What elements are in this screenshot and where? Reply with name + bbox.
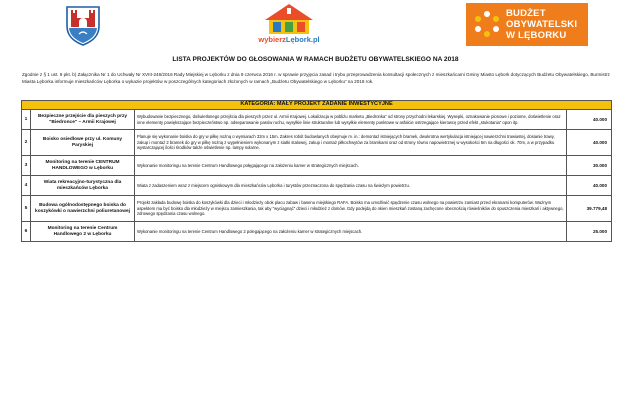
wybierz-lebork-logo xyxy=(243,2,335,46)
project-name: Boisko osiedlowe przy ul. Komuny Paryskiej xyxy=(31,130,135,156)
project-name: Monitoring na terenie Centrum Handlowego 2 w Lęborku xyxy=(31,222,135,242)
project-description: Projekt zakłada budowę boiska do koszykówki dla dzieci i młodzieży obok placu zabaw i basenu miejskiego RAFA. Boisko ma umożliwić spędzenie czasu wolnego na powietrzu zamiast przed ekranami komputerów. Ważnym aspektem ma być boisko dla młodzieży w miejscu zamieszkania, tak aby "wyciągnąć" dzieci i młodzież z domów. Gdy podejdą do okien mieszkań zostaną zachęcone obecnością rówieśników do opuszczenia mieszkań i aktywnego, zdrowego spędzania czasu wolnego. xyxy=(135,196,567,222)
project-description: Wybudowanie bezpiecznego, doświetlonego przejścia dla pieszych przez ul. Armii Krajowej. Lokalizacja w pobliżu marketu „Biedronka” od strony przychodni lekarskiej. Wysepki, oznakowanie pionowe i poziome, doświetlenie oraz inne elementy powiększające bezpieczeństwo np. odseparowanie pasów ruchu, wysyłkie linie strukturalne lub wysyłkie elementy punktowe w asfalcie ostrzegające kierowcę przed efekt „stukotania” opon itp. xyxy=(135,110,567,130)
category-label: KATEGORIA: MAŁY PROJEKT ZADANIE INWESTYCYJNE xyxy=(22,101,612,110)
logo-line-2: OBYWATELSKI xyxy=(506,19,578,30)
project-name: Budowa ogólnodostępnego boiska do koszykówki o nawierzchni poliuretanowej xyxy=(31,196,135,222)
project-amount: 30.000 xyxy=(567,156,612,176)
table-row xyxy=(22,110,612,130)
project-name: Bezpieczne przejście dla pieszych przy "Biedronce" – Armii Krajowej xyxy=(31,110,135,130)
project-amount: 40.000 xyxy=(567,130,612,156)
table-row xyxy=(22,130,612,156)
logo-line-3: W LĘBORKU xyxy=(506,30,567,41)
document-title: LISTA PROJEKTÓW DO GŁOSOWANIA W RAMACH BUDŻETU OBYWATELSKIEGO NA 2018 xyxy=(172,56,459,63)
category-row xyxy=(22,101,612,110)
table-row xyxy=(22,196,612,222)
header xyxy=(0,0,631,52)
project-name: Wiata rekreacyjno-turystyczna dla mieszkańców Lęborka xyxy=(31,176,135,196)
row-number: 4 xyxy=(22,176,31,196)
row-number: 1 xyxy=(22,110,31,130)
project-description: Wykonanie monitoringu na terenie Centrum Handlowego 2 polegającego na założeniu kamer w strategicznych miejscach. xyxy=(135,222,567,242)
row-number: 3 xyxy=(22,156,31,176)
project-description: Wiata z zadaszeniem wraz z miejscem ogniskowym dla mieszkańców Lęborka i turystów przeznaczona do spędzania czasu na świeżym powietrzu. xyxy=(135,176,567,196)
row-number: 2 xyxy=(22,130,31,156)
budzet-obywatelski-logo xyxy=(466,3,588,46)
projects-table xyxy=(21,100,612,242)
project-description: Wykonanie monitoringu na terenie Centrum Handlowego połęgającego na założeniu kamer w strategicznych miejscach. xyxy=(135,156,567,176)
table-row xyxy=(22,222,612,242)
city-crest-logo xyxy=(64,4,102,46)
intro-paragraph: Zgodnie z § 1 ust. 9 pkt. b) Załącznika Nr 1 do Uchwały Nr XVIII-246/2016 Rady Miejskiej w Lęborku z dnia 9 czerwca 2016 r. w sprawie przyjęcia zasad i trybu przeprowadzenia konsultacji społecznych z mieszkańcami Gminy Miasto Lębork dotyczących Budżetu Obywatelskiego, Burmistrz Miasta Lęborka informuje mieszkańców Lęborka o wykazie projektów w poszczególnych kategoriach złożonych w ramach „Budżetu Obywatelskiego w Lęborku” na 2018 rok. xyxy=(22,72,610,84)
row-number: 6 xyxy=(22,222,31,242)
project-name: Monitoring na terenie CENTRUM HANDLOWEGO w Lęborku xyxy=(31,156,135,176)
logo-line-1: BUDŻET xyxy=(506,8,546,19)
project-amount: 40.000 xyxy=(567,176,612,196)
table-row xyxy=(22,176,612,196)
project-amount: 39.779,48 xyxy=(567,196,612,222)
wybierz-lebork-label: wybierzLębork.pl xyxy=(258,35,320,44)
project-description: Planuje się wykonanie boiska do gry w piłkę nożną o wymiarach 32m x 15m. Zakres robót budowlanych obejmuje m. in.: demontaż istniejących bramek, dwukrotna wertykulacja istniejącej nawierzchni trawiastej, dosianie trawy, zakup i montaż 2 bramek do gry w piłkę nożną z wypełnieniem wykonanym z siatki stalowej, zakup i montaż piłkochwytów za bramkami oraz od strony równo napowietrznej w wysokości 6m na długości ok. 70m, a w przypadku wystarczającej ilości środków także oświetlenie np. lampy solarne. xyxy=(135,130,567,156)
project-amount: 25.000 xyxy=(567,222,612,242)
project-amount: 40.000 xyxy=(567,110,612,130)
row-number: 5 xyxy=(22,196,31,222)
table-row xyxy=(22,156,612,176)
